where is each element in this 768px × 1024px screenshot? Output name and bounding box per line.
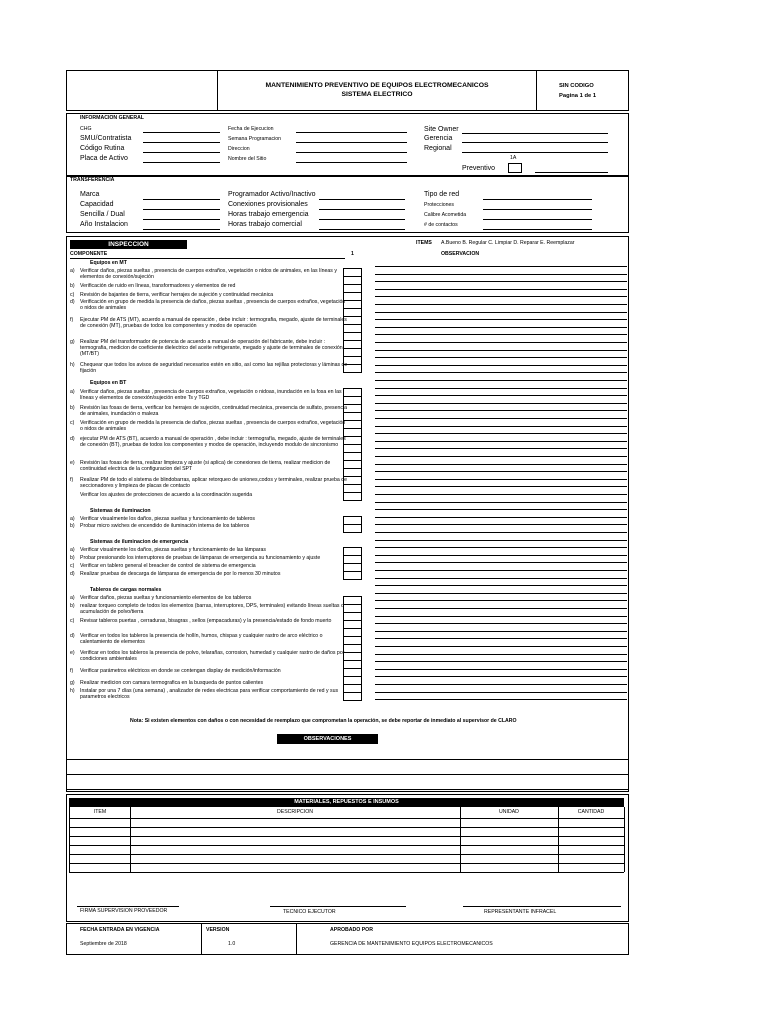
- rating-checkbox[interactable]: [343, 684, 362, 692]
- observation-line[interactable]: [375, 456, 627, 457]
- label-horas-comercial: Horas trabajo comercial: [228, 221, 302, 228]
- observation-line[interactable]: [375, 380, 627, 381]
- observation-line[interactable]: [375, 327, 627, 328]
- observation-line[interactable]: [375, 669, 627, 670]
- observation-line[interactable]: [375, 334, 627, 335]
- section-title: Equipos en MT: [90, 260, 127, 266]
- observaciones-title: OBSERVACIONES: [277, 734, 378, 744]
- footer-version-value: 1.0: [228, 941, 236, 947]
- observation-line[interactable]: [375, 410, 627, 411]
- rating-checkbox[interactable]: [343, 628, 362, 636]
- form-title: MANTENIMIENTO PREVENTIVO DE EQUIPOS ELECTROMECANICOS: [265, 82, 489, 89]
- observation-line[interactable]: [375, 524, 627, 525]
- observation-line[interactable]: [375, 281, 627, 282]
- observation-line[interactable]: [375, 441, 627, 442]
- rating-checkbox[interactable]: [343, 452, 362, 460]
- rating-checkbox[interactable]: [343, 668, 362, 676]
- rating-checkbox[interactable]: [343, 612, 362, 620]
- observation-line[interactable]: [375, 350, 627, 351]
- materials-row-line: [69, 854, 624, 855]
- label-horas-emergencia: Horas trabajo emergencia: [228, 211, 309, 218]
- form-subtitle: SISTEMA ELECTRICO: [341, 91, 413, 98]
- field-sencilla-dual[interactable]: [143, 219, 220, 220]
- observation-line[interactable]: [375, 517, 627, 518]
- observation-line[interactable]: [375, 486, 627, 487]
- page-number: Pagina 1 de 1: [559, 93, 597, 99]
- observation-line[interactable]: [375, 578, 627, 579]
- rating-checkbox[interactable]: [343, 284, 362, 292]
- rating-checkbox[interactable]: [343, 308, 362, 316]
- signature-label: TECNICO EJECUTOR: [283, 909, 336, 915]
- label-nombre-sitio: Nombre del Sitio: [228, 156, 267, 162]
- rating-checkbox[interactable]: [343, 660, 362, 668]
- section-title: Equipos en BT: [90, 380, 127, 386]
- footer-divider: [201, 923, 202, 955]
- observation-line[interactable]: [375, 608, 627, 609]
- label-contactos: # de contactos: [424, 222, 458, 228]
- label-chg: CHG: [80, 126, 92, 132]
- observaciones-line[interactable]: [66, 759, 629, 760]
- observation-line[interactable]: [375, 585, 627, 586]
- observation-line[interactable]: [375, 319, 627, 320]
- checkbox-group-end: [343, 372, 362, 373]
- materials-row-line: [69, 872, 624, 873]
- observation-line[interactable]: [375, 312, 627, 313]
- field-fecha-ejecucion[interactable]: [296, 132, 407, 133]
- materials-col-line: [460, 807, 461, 872]
- signature-label: FIRMA SUPERVISION PROVEEDOR: [80, 908, 168, 914]
- signature-line[interactable]: [77, 906, 179, 907]
- rating-checkbox[interactable]: [343, 404, 362, 412]
- header-divider-right: [536, 70, 537, 111]
- field-direccion[interactable]: [296, 152, 407, 153]
- observation-line[interactable]: [375, 426, 627, 427]
- observaciones-line[interactable]: [66, 789, 629, 790]
- field-placa-activo[interactable]: [143, 162, 220, 163]
- rating-checkbox[interactable]: [343, 412, 362, 420]
- rating-checkbox[interactable]: [343, 460, 362, 468]
- observation-line[interactable]: [375, 372, 627, 373]
- field-smu[interactable]: [143, 142, 220, 143]
- observation-line[interactable]: [375, 616, 627, 617]
- field-contactos[interactable]: [483, 229, 592, 230]
- rating-checkbox[interactable]: [343, 300, 362, 308]
- label-protecciones: Protecciones: [424, 202, 454, 208]
- observation-line[interactable]: [375, 266, 627, 267]
- observation-line[interactable]: [375, 304, 627, 305]
- rating-checkbox[interactable]: [343, 571, 362, 579]
- field-conexiones[interactable]: [319, 209, 405, 210]
- materials-col-line: [69, 807, 70, 872]
- label-gerencia: Gerencia: [424, 135, 453, 142]
- checkbox-group-end: [343, 500, 362, 501]
- observation-line[interactable]: [375, 471, 627, 472]
- rating-checkbox[interactable]: [343, 596, 362, 604]
- signature-label: REPRESENTANTE INFRACEL: [484, 909, 557, 915]
- preventivo-checkbox[interactable]: [508, 163, 522, 173]
- observation-line[interactable]: [375, 464, 627, 465]
- field-gerencia[interactable]: [462, 142, 608, 143]
- label-programador: Programador Activo/Inactivo: [228, 191, 316, 198]
- footer-aprobado-label: APROBADO POR: [330, 927, 373, 933]
- observation-line[interactable]: [375, 570, 627, 571]
- label-regional: Regional: [424, 145, 452, 152]
- rating-checkbox[interactable]: [343, 676, 362, 684]
- label-tipo-red: Tipo de red: [424, 191, 460, 198]
- field-protecciones[interactable]: [483, 209, 592, 210]
- observation-line[interactable]: [375, 692, 627, 693]
- field-calibre[interactable]: [483, 219, 592, 220]
- field-preventivo[interactable]: [535, 172, 608, 173]
- footer-divider: [296, 923, 297, 955]
- materials-row-line: [69, 845, 624, 846]
- observation-line[interactable]: [375, 289, 627, 290]
- observation-line[interactable]: [375, 562, 627, 563]
- rating-checkbox[interactable]: [343, 340, 362, 348]
- component-header: COMPONENTE: [70, 251, 108, 257]
- observation-line[interactable]: [375, 593, 627, 594]
- rating-checkbox[interactable]: [343, 316, 362, 324]
- materials-title: MATERIALES, REPUESTOS E INSUMOS: [69, 798, 624, 807]
- rating-checkbox[interactable]: [343, 444, 362, 452]
- rating-checkbox[interactable]: [343, 364, 362, 372]
- observation-line[interactable]: [375, 638, 627, 639]
- rating-checkbox[interactable]: [343, 547, 362, 555]
- materials-col-line: [130, 807, 131, 872]
- rating-checkbox[interactable]: [343, 604, 362, 612]
- rating-checkbox[interactable]: [343, 428, 362, 436]
- field-horas-comercial[interactable]: [319, 229, 405, 230]
- field-site-owner[interactable]: [462, 133, 608, 134]
- inspection-note: Nota: Si existen elementos con daños o con necesidad de reemplazo que comprometan la operación, se debe reportar de inmediato al supervisor de CLARO: [130, 718, 517, 724]
- field-codigo-rutina[interactable]: [143, 152, 220, 153]
- observation-line[interactable]: [375, 600, 627, 601]
- field-nombre-sitio[interactable]: [296, 162, 407, 163]
- field-programador[interactable]: [319, 199, 405, 200]
- rating-checkbox[interactable]: [343, 388, 362, 396]
- label-sencilla-dual: Sencilla / Dual: [80, 211, 125, 218]
- code-1a: 1A: [510, 155, 517, 161]
- label-direccion: Direccion: [228, 146, 250, 152]
- observation-line[interactable]: [375, 540, 627, 541]
- component-underline: [70, 258, 345, 259]
- observation-line[interactable]: [375, 433, 627, 434]
- checkbox-group-end: [343, 532, 362, 533]
- observation-line[interactable]: [375, 418, 627, 419]
- rating-checkbox[interactable]: [343, 476, 362, 484]
- checkbox-group-end: [343, 579, 362, 580]
- rating-checkbox[interactable]: [343, 420, 362, 428]
- materials-row-line: [69, 818, 624, 819]
- label-preventivo: Preventivo: [462, 165, 496, 172]
- label-codigo-rutina: Código Rutina: [80, 145, 125, 152]
- observation-line[interactable]: [375, 555, 627, 556]
- rating-checkbox[interactable]: [343, 692, 362, 700]
- signature-line[interactable]: [463, 906, 621, 907]
- items-legend: A.Bueno B. Regular C. Limpiar D. Reparar E. Reemplazar: [441, 240, 575, 246]
- observation-line[interactable]: [375, 448, 627, 449]
- rating-checkbox[interactable]: [343, 555, 362, 563]
- footer-fecha-label: FECHA ENTRADA EN VIGENCIA: [80, 927, 160, 933]
- observation-line[interactable]: [375, 532, 627, 533]
- header-divider-left: [217, 70, 218, 111]
- rating-checkbox[interactable]: [343, 268, 362, 276]
- observation-line[interactable]: [375, 509, 627, 510]
- rating-checkbox[interactable]: [343, 436, 362, 444]
- field-horas-emergencia[interactable]: [319, 219, 405, 220]
- footer-aprobado-value: GERENCIA DE MANTENIMIENTO EQUIPOS ELECTROMECANICOS: [330, 941, 493, 947]
- observation-line[interactable]: [375, 365, 627, 366]
- observation-line[interactable]: [375, 388, 627, 389]
- materials-col-line: [624, 807, 625, 872]
- materials-col-cantidad: CANTIDAD: [577, 809, 605, 815]
- rating-checkbox[interactable]: [343, 484, 362, 492]
- section-title: Sistemas de iluminacion: [90, 508, 151, 514]
- label-site-owner: Site Owner: [424, 126, 459, 133]
- observation-line[interactable]: [375, 342, 627, 343]
- rating-checkbox[interactable]: [343, 396, 362, 404]
- form-code: SIN CODIGO: [559, 83, 594, 89]
- materials-row-line: [69, 827, 624, 828]
- label-marca: Marca: [80, 191, 100, 198]
- observation-line[interactable]: [375, 395, 627, 396]
- label-ano-instalacion: Año Instalacion: [80, 221, 128, 228]
- materials-row-line: [69, 863, 624, 864]
- observation-line[interactable]: [375, 699, 627, 700]
- checkbox-group-end: [343, 700, 362, 701]
- section-title: Sistemas de iluminacion de emergencia: [90, 539, 189, 545]
- observation-line[interactable]: [375, 479, 627, 480]
- field-capacidad[interactable]: [143, 209, 220, 210]
- observation-line[interactable]: [375, 654, 627, 655]
- rating-checkbox[interactable]: [343, 492, 362, 500]
- label-smu: SMU/Contratista: [80, 135, 132, 142]
- rating-checkbox[interactable]: [343, 644, 362, 652]
- rating-checkbox[interactable]: [343, 348, 362, 356]
- transfer-heading: TRANSFERENCIA: [70, 177, 115, 183]
- column-number: 1: [351, 251, 354, 257]
- field-regional[interactable]: [462, 152, 608, 153]
- materials-col-item: ITEM: [93, 809, 107, 815]
- rating-checkbox[interactable]: [343, 524, 362, 532]
- items-label: ITEMS: [416, 240, 432, 246]
- rating-checkbox[interactable]: [343, 516, 362, 524]
- general-info-box: [66, 113, 629, 176]
- footer-version-label: VERSION: [206, 927, 230, 933]
- materials-col-line: [558, 807, 559, 872]
- label-semana: Semana Programacion: [228, 136, 282, 142]
- observation-line[interactable]: [375, 502, 627, 503]
- observation-line[interactable]: [375, 296, 627, 297]
- section-title: Tableros de cargas normales: [90, 587, 162, 593]
- transfer-box: [66, 176, 629, 233]
- label-conexiones: Conexiones provisionales: [228, 201, 308, 208]
- label-calibre: Calibre Acometida: [424, 212, 467, 218]
- signature-line[interactable]: [270, 906, 406, 907]
- observation-line[interactable]: [375, 403, 627, 404]
- observation-line[interactable]: [375, 357, 627, 358]
- field-marca[interactable]: [143, 199, 220, 200]
- rating-checkbox[interactable]: [343, 356, 362, 364]
- label-placa-activo: Placa de Activo: [80, 155, 128, 162]
- field-ano-instalacion[interactable]: [143, 229, 220, 230]
- observation-line[interactable]: [375, 661, 627, 662]
- observation-line[interactable]: [375, 646, 627, 647]
- rating-checkbox[interactable]: [343, 292, 362, 300]
- general-info-heading: INFORMACION GENERAL: [80, 115, 144, 121]
- observacion-header: OBSERVACION: [441, 251, 480, 257]
- rating-checkbox[interactable]: [343, 332, 362, 340]
- materials-col-unidad: UNIDAD: [499, 809, 519, 815]
- rating-checkbox[interactable]: [343, 563, 362, 571]
- observaciones-line[interactable]: [66, 774, 629, 775]
- observation-line[interactable]: [375, 631, 627, 632]
- rating-checkbox[interactable]: [343, 636, 362, 644]
- rating-checkbox[interactable]: [343, 652, 362, 660]
- observation-line[interactable]: [375, 676, 627, 677]
- observation-line[interactable]: [375, 547, 627, 548]
- rating-checkbox[interactable]: [343, 620, 362, 628]
- observation-line[interactable]: [375, 494, 627, 495]
- rating-checkbox[interactable]: [343, 468, 362, 476]
- observation-line[interactable]: [375, 274, 627, 275]
- label-fecha-ejecucion: Fecha de Ejecucion: [228, 126, 274, 132]
- inspection-title: INSPECCION: [70, 240, 187, 249]
- materials-row-line: [69, 836, 624, 837]
- observation-line[interactable]: [375, 623, 627, 624]
- field-chg[interactable]: [143, 132, 220, 133]
- rating-checkbox[interactable]: [343, 276, 362, 284]
- footer-fecha-value: Septiembre de 2018: [80, 941, 127, 947]
- observation-line[interactable]: [375, 684, 627, 685]
- rating-checkbox[interactable]: [343, 324, 362, 332]
- field-semana[interactable]: [296, 142, 407, 143]
- field-tipo-red[interactable]: [483, 199, 592, 200]
- label-capacidad: Capacidad: [80, 201, 114, 208]
- materials-col-descripcion: DESCRIPCION: [276, 809, 314, 815]
